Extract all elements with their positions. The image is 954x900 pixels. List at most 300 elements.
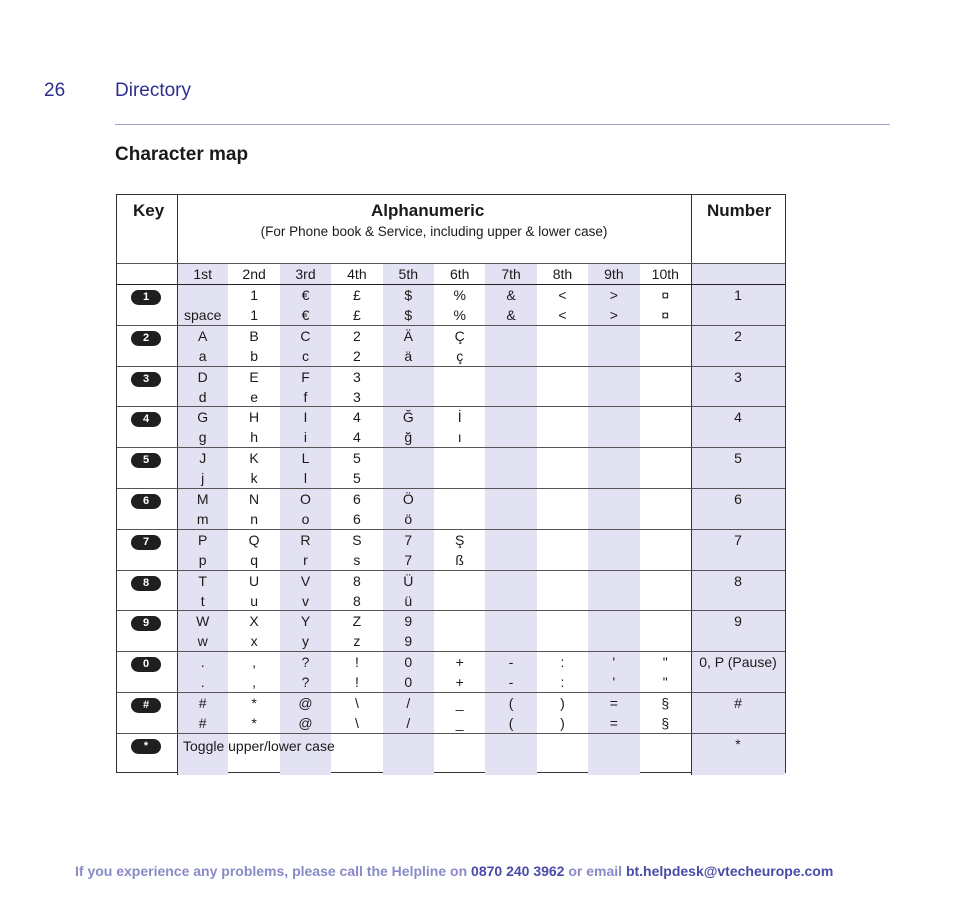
char-upper: Y [300, 613, 311, 630]
char-lower [383, 387, 434, 407]
footer-text-mid: or email [564, 863, 626, 879]
char-upper: Ş [455, 531, 465, 548]
char-upper: İ [457, 409, 462, 426]
char-lower [434, 387, 485, 407]
character-cell [228, 611, 279, 652]
char-upper [485, 367, 536, 387]
character-cell [485, 367, 536, 408]
char-upper: Ç [454, 327, 465, 344]
char-upper [434, 611, 485, 631]
character-cell [331, 448, 382, 489]
char-upper: X [249, 613, 259, 630]
char-lower: i [303, 429, 308, 446]
char-upper: ( [508, 695, 514, 711]
char-lower [640, 346, 691, 366]
char-lower: . [200, 674, 205, 691]
char-lower: e [250, 388, 258, 405]
char-lower [588, 346, 639, 366]
char-lower [588, 427, 639, 447]
char-lower: ) [560, 715, 565, 731]
char-upper: F [301, 368, 310, 385]
character-cell [383, 693, 434, 734]
char-lower: 3 [352, 388, 361, 405]
char-upper: I [303, 409, 308, 426]
character-cell [177, 693, 228, 734]
header-key: Key [133, 201, 165, 220]
number-cell: 0, P (Pause) [699, 654, 777, 671]
char-lower: ' [612, 674, 616, 691]
char-upper [537, 326, 588, 346]
character-cell [434, 530, 485, 571]
char-upper: * [251, 695, 257, 711]
character-cell [177, 448, 228, 489]
character-cell [537, 489, 588, 530]
character-cell [640, 407, 691, 448]
char-lower [434, 631, 485, 651]
char-upper: P [198, 531, 208, 548]
number-cell: 3 [734, 368, 742, 385]
char-lower: ¤ [661, 307, 670, 323]
char-lower [537, 387, 588, 407]
char-lower: g [198, 429, 207, 446]
character-cell [228, 326, 279, 367]
character-cell [331, 367, 382, 408]
toggle-case-note: Toggle upper/lower case [183, 737, 335, 754]
character-cell [537, 326, 588, 367]
number-cell: 7 [734, 531, 742, 548]
char-lower: > [609, 307, 618, 323]
char-upper [383, 448, 434, 468]
helpline-phone: 0870 240 3962 [471, 863, 565, 879]
char-upper: 8 [352, 572, 361, 589]
character-cell [331, 530, 382, 571]
char-upper [588, 530, 639, 550]
char-lower: u [250, 592, 258, 609]
char-upper [640, 530, 691, 550]
character-cell [228, 285, 279, 326]
char-upper: 4 [352, 409, 361, 426]
character-cell [537, 652, 588, 693]
character-cell [640, 448, 691, 489]
char-upper [485, 611, 536, 631]
char-lower: ß [455, 551, 464, 568]
char-lower [537, 468, 588, 488]
char-lower: c [301, 347, 309, 364]
character-cell [383, 326, 434, 367]
character-cell [485, 407, 536, 448]
char-lower [537, 346, 588, 366]
char-upper: § [661, 695, 670, 711]
char-lower: ä [404, 347, 413, 364]
char-lower: ı [457, 429, 462, 446]
ordinal-label: 4th [347, 266, 367, 282]
char-upper: U [249, 572, 260, 589]
character-cell [640, 693, 691, 734]
char-lower [434, 468, 485, 488]
char-lower: / [406, 715, 411, 731]
number-cell: # [734, 695, 742, 711]
character-cell [640, 367, 691, 408]
char-lower: = [609, 715, 618, 731]
character-cell [228, 571, 279, 612]
char-lower [485, 427, 536, 447]
char-lower: , [252, 674, 257, 691]
character-cell [434, 571, 485, 612]
char-upper [588, 571, 639, 591]
keypad-key-0-icon: 1 [131, 290, 161, 305]
character-cell [383, 489, 434, 530]
char-upper [537, 367, 588, 387]
ordinal-label: 6th [449, 266, 470, 282]
char-upper: G [197, 409, 209, 426]
char-lower: $ [404, 307, 413, 323]
char-lower: € [301, 307, 310, 323]
char-lower: ö [404, 511, 413, 527]
character-cell [228, 448, 279, 489]
char-upper: A [198, 327, 208, 344]
char-upper: . [200, 654, 205, 671]
char-lower: 2 [352, 347, 361, 364]
character-cell [383, 448, 434, 489]
char-upper [640, 489, 691, 509]
char-upper [640, 326, 691, 346]
char-lower: 4 [352, 429, 361, 446]
number-cell: 1 [734, 287, 742, 303]
char-upper: ) [560, 695, 565, 711]
number-cell: 2 [734, 327, 742, 344]
char-lower [485, 387, 536, 407]
character-cell [280, 407, 331, 448]
char-lower: - [508, 674, 514, 691]
char-lower: z [353, 633, 361, 650]
character-cell [588, 326, 639, 367]
character-cell [537, 611, 588, 652]
char-lower: t [200, 592, 205, 609]
char-lower: " [662, 674, 668, 691]
char-upper: M [196, 491, 209, 507]
char-upper: Ä [403, 327, 413, 344]
ordinal-label: 3rd [295, 266, 316, 282]
char-lower: n [250, 511, 258, 527]
character-cell [280, 489, 331, 530]
character-cell [588, 407, 639, 448]
character-cell [383, 530, 434, 571]
character-cell [640, 530, 691, 571]
char-upper: H [249, 409, 260, 426]
char-upper: ¤ [661, 287, 670, 303]
character-cell [331, 326, 382, 367]
character-cell [537, 367, 588, 408]
char-upper [640, 407, 691, 427]
char-lower: 0 [404, 674, 413, 691]
character-cell [485, 489, 536, 530]
section-title: Directory [115, 80, 192, 101]
character-cell [434, 489, 485, 530]
char-upper [588, 326, 639, 346]
page-number: 26 [44, 80, 66, 101]
char-upper [537, 489, 588, 509]
char-lower: ! [354, 674, 359, 691]
character-cell [640, 652, 691, 693]
char-lower [537, 550, 588, 570]
char-upper: - [508, 654, 514, 671]
character-cell [537, 285, 588, 326]
character-cell [280, 367, 331, 408]
char-upper: 5 [352, 450, 361, 467]
char-lower: ( [508, 715, 514, 731]
char-upper: Ü [403, 572, 414, 589]
char-lower: § [661, 715, 670, 731]
char-upper: T [198, 572, 207, 589]
character-cell [434, 367, 485, 408]
char-upper: > [609, 287, 618, 303]
char-lower: 6 [352, 511, 361, 527]
character-cell [588, 285, 639, 326]
char-upper: O [300, 491, 311, 507]
char-lower: # [198, 715, 207, 731]
character-cell [537, 448, 588, 489]
char-upper: \ [354, 695, 359, 711]
character-cell [434, 652, 485, 693]
char-upper: ! [354, 654, 359, 671]
keypad-star-icon: * [131, 739, 161, 754]
character-cell [177, 652, 228, 693]
char-upper [640, 611, 691, 631]
character-cell [177, 571, 228, 612]
char-lower [485, 591, 536, 611]
character-cell [177, 611, 228, 652]
char-upper [588, 367, 639, 387]
char-upper: Ö [402, 491, 414, 507]
char-upper [640, 448, 691, 468]
character-cell [588, 367, 639, 408]
char-lower: h [250, 429, 258, 446]
char-upper: £ [352, 287, 361, 303]
char-lower [485, 631, 536, 651]
char-upper: ' [612, 654, 616, 671]
char-lower: ç [456, 347, 464, 364]
helpline-footer [75, 863, 833, 879]
char-lower: + [455, 674, 464, 691]
helpline-email: bt.helpdesk@vtecheurope.com [625, 863, 834, 879]
character-cell [485, 285, 536, 326]
keypad-key-6-icon: 7 [131, 535, 161, 550]
char-upper [434, 367, 485, 387]
char-upper: = [609, 695, 618, 711]
character-cell [434, 285, 485, 326]
character-cell [383, 652, 434, 693]
header-alphanumeric-note: (For Phone book & Service, including upper & lower case) [260, 224, 608, 239]
char-lower [640, 387, 691, 407]
character-cell [280, 652, 331, 693]
char-upper: @ [298, 695, 313, 711]
character-cell [383, 285, 434, 326]
char-upper [485, 571, 536, 591]
character-cell [280, 326, 331, 367]
char-lower: 1 [250, 307, 258, 323]
character-cell [228, 652, 279, 693]
character-cell [588, 652, 639, 693]
char-upper: L [301, 450, 310, 467]
character-cell [280, 693, 331, 734]
char-upper [640, 571, 691, 591]
character-cell [588, 489, 639, 530]
char-upper: ? [301, 654, 310, 671]
keypad-key-2-icon: 3 [131, 372, 161, 387]
character-cell [177, 407, 228, 448]
char-lower: @ [298, 715, 313, 731]
char-lower: y [301, 633, 309, 650]
number-cell: 9 [734, 613, 742, 630]
ordinal-label: 9th [604, 266, 624, 282]
column-divider [691, 195, 692, 775]
char-upper: Z [352, 613, 362, 630]
character-cell [383, 571, 434, 612]
char-upper [485, 489, 536, 509]
char-lower [588, 468, 639, 488]
char-upper: % [453, 287, 466, 303]
char-upper: _ [455, 695, 464, 711]
character-cell [485, 448, 536, 489]
char-lower [588, 631, 639, 651]
character-cell [280, 285, 331, 326]
char-lower [588, 509, 639, 529]
char-upper [485, 407, 536, 427]
char-upper: " [662, 654, 668, 671]
ordinal-label: 5th [398, 266, 419, 282]
character-cell [537, 571, 588, 612]
character-cell [485, 326, 536, 367]
char-upper: # [198, 695, 207, 711]
char-upper [537, 530, 588, 550]
character-cell [177, 285, 228, 326]
char-upper: W [196, 613, 210, 630]
char-lower [485, 550, 536, 570]
char-upper: / [406, 695, 411, 711]
char-upper: E [249, 368, 259, 385]
char-upper: Ğ [402, 409, 414, 426]
character-cell [434, 448, 485, 489]
character-cell [331, 611, 382, 652]
char-lower: 8 [352, 592, 361, 609]
char-lower: : [560, 674, 565, 691]
char-upper: D [197, 368, 208, 385]
char-lower [485, 346, 536, 366]
char-lower: < [558, 307, 567, 323]
character-cell [485, 571, 536, 612]
character-cell [640, 489, 691, 530]
char-upper [177, 285, 228, 305]
char-upper [485, 326, 536, 346]
character-cell [228, 489, 279, 530]
char-lower [485, 468, 536, 488]
ordinal-label: 2nd [242, 266, 266, 282]
char-lower: j [201, 470, 205, 487]
char-upper [588, 489, 639, 509]
character-cell [177, 326, 228, 367]
char-lower: r [303, 551, 308, 568]
char-lower [640, 509, 691, 529]
character-cell [434, 611, 485, 652]
character-cell [485, 611, 536, 652]
char-upper [485, 530, 536, 550]
character-cell [485, 652, 536, 693]
char-upper: 2 [352, 327, 361, 344]
char-lower: v [301, 592, 309, 609]
character-cell [228, 530, 279, 571]
char-upper: Q [248, 531, 260, 548]
char-upper [485, 448, 536, 468]
char-upper [588, 448, 639, 468]
character-cell [331, 489, 382, 530]
header-number: Number [707, 201, 772, 220]
character-cell [640, 611, 691, 652]
footer-text: If you experience any problems, please call the Helpline on [75, 863, 472, 879]
header-rule [115, 124, 890, 125]
char-lower: w [197, 633, 208, 650]
row-divider [117, 263, 785, 264]
char-upper [537, 448, 588, 468]
char-lower: b [250, 347, 258, 364]
character-cell [383, 611, 434, 652]
char-lower: k [250, 470, 258, 487]
char-upper: R [300, 531, 311, 548]
character-map-table [116, 194, 786, 773]
char-lower [640, 427, 691, 447]
char-upper: V [300, 572, 311, 589]
character-cell [331, 652, 382, 693]
char-upper: 6 [352, 491, 361, 507]
number-cell: * [735, 735, 741, 752]
number-cell: 5 [734, 450, 742, 467]
character-cell [331, 285, 382, 326]
char-lower [537, 591, 588, 611]
char-lower: p [198, 551, 207, 568]
char-lower: a [198, 347, 207, 364]
char-lower: s [353, 551, 361, 568]
character-cell [177, 489, 228, 530]
char-lower: ü [404, 592, 413, 609]
char-upper: J [199, 450, 207, 467]
character-cell [280, 530, 331, 571]
char-lower: d [198, 388, 207, 405]
character-cell [640, 285, 691, 326]
char-lower: * [251, 715, 257, 731]
char-upper: & [506, 287, 516, 303]
char-lower [434, 509, 485, 529]
char-upper: 3 [352, 368, 361, 385]
character-cell [383, 367, 434, 408]
number-cell: 8 [734, 572, 742, 589]
char-lower [383, 468, 434, 488]
character-cell [588, 530, 639, 571]
char-lower: ? [301, 674, 310, 691]
character-cell [228, 407, 279, 448]
character-cell [485, 530, 536, 571]
character-cell [537, 407, 588, 448]
char-lower [640, 468, 691, 488]
char-upper [383, 367, 434, 387]
char-upper: 1 [250, 287, 258, 303]
char-lower: l [303, 470, 308, 487]
character-cell [640, 571, 691, 612]
char-upper [537, 407, 588, 427]
char-lower: space [184, 307, 222, 323]
char-upper: + [455, 654, 464, 671]
char-lower: % [453, 307, 466, 323]
char-lower [537, 427, 588, 447]
ordinal-label: 10th [651, 266, 679, 282]
